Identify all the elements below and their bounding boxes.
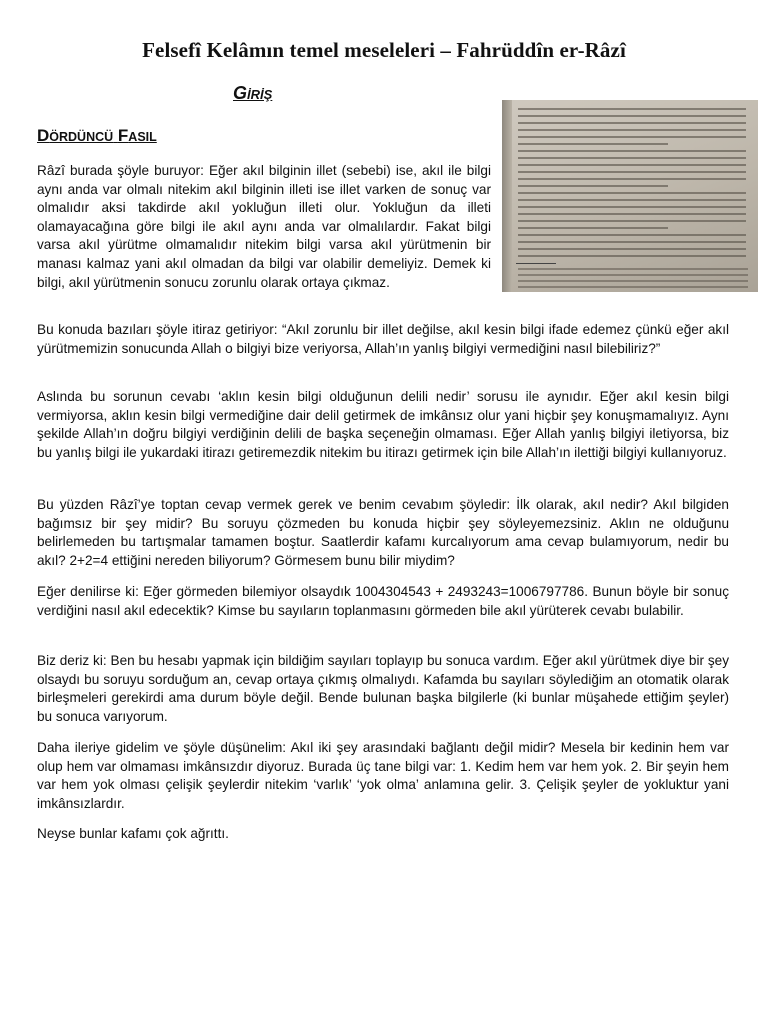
photo-text-line — [518, 178, 746, 180]
paragraph-3: Aslında bu sorunun cevabı ‘aklın kesin bilgi olduğunun delili nedir’ sorusu ile aynıdır. Eğer akıl kesin bilgi vermiyorsa, aklın kesin bilgi vermediğine dair delil getirmek de imkânsız olur yani hiçbir şey konuşmamalıyız. Aynı şekilde Allah’ın doğru bilgiyi verdiğinin delili de başka seçeneğin olmaması. Eğer Allah yanlış bilgiyi iletiyorsa, biz bu yanlış bilgi ile yukardaki itirazı getiremezdik nitekim bu itirazı getirmek için bile Allah’ın ilettiği bilgiyi kullanıyoruz. — [37, 389, 729, 460]
paragraph-8: Neyse bunlar kafamı çok ağrıttı. — [37, 826, 229, 841]
photo-text-line — [518, 234, 746, 236]
paragraph-7: Daha ileriye gidelim ve şöyle düşünelim: Akıl iki şey arasındaki bağlantı değil midir? Mesela bir kedinin hem var olup hem var olmaması imkânsızdır diyoruz. Burada üç tane bilgi var: 1. Kedim hem var hem yok. 2. Bir şeyin hem var hem yok olması çelişik şeylerdir nitekim ‘varlık’ ‘yok olma’ anlamına gelir. 3. Çelişik şeyler de yokluktur yani imkânsızlardır. — [37, 740, 729, 811]
photo-footnote-line — [518, 280, 748, 282]
photo-text-line — [518, 227, 668, 229]
photo-text-line — [518, 199, 746, 201]
photo-text-line — [518, 150, 746, 152]
paragraph-5: Eğer denilirse ki: Eğer görmeden bilemiyor olsaydık 1004304543 + 2493243=1006797786. Bunun böyle bir sonuç verdiğini nasıl akıl edecektik? Kimse bu sayıların toplanmasını görmeden bile akıl yürüterek cevabı bulabilir. — [37, 584, 729, 618]
photo-text-line — [518, 115, 746, 117]
paragraph-4: Bu yüzden Râzî’ye toptan cevap vermek gerek ve benim cevabım şöyledir: İlk olarak, akıl nedir? Akıl bilgiden bağımsız bir şey midir? Bu soruyu çözmeden bu konuda hiçbir şey söyleyemezsiniz. Aklın ne olduğunu belirlemeden bu tartışmalar tamamen boştur. Saatlerdir kafamı kurcalıyorum ama cevap bulamıyorum, nedir bu akıl? 2+2=4 ettiğini nereden biliyorum? Görmesem bunu bilir miydim? — [37, 497, 729, 568]
chapter-heading — [37, 126, 157, 146]
paragraph-6: Biz deriz ki: Ben bu hesabı yapmak için bildiğim sayıları toplayıp bu sonuca vardım. Eğer akıl yürütmek diye bir şey olsaydı bu soruyu sorduğum an, cevap ortaya çıkmış olmalıydı. Kafamda bu sayıları söylediğim an otomatik olarak birleşmeleri gerekirdi ama durum böyle değil. Bende bulunan başka bilgilerle (ki bunlar müşahede ettiğim şeyler) bu sonuca varıyorum. — [37, 653, 729, 724]
photo-text-line — [518, 143, 668, 145]
photo-text-line — [518, 213, 746, 215]
photo-text-line — [518, 164, 746, 166]
document-title: Felsefî Kelâmın temel meseleleri – Fahrüddîn er-Râzî — [142, 38, 626, 62]
footnote-rule — [516, 263, 556, 264]
chapter-heading-w1-rest: ÖRDÜNCÜ — [49, 130, 114, 144]
paragraph-1: Râzî burada şöyle buruyor: Eğer akıl bilginin illet (sebebi) ise, akıl ile bilgi aynı anda var olmalı nitekim akıl bilginin illeti ise illet varken de sonuç var olmalıdır aksi takdirde akıl yokluğun illeti olur. Yokluğun da illeti olamayacağına göre bilgi ile akıl aynı anda var olmalılardır. Fakat bilgi varsa akıl yürütme olmamalıdır nitekim bilgi varsa akıl yürütmenin bir manası kalmaz yani akıl olmadan da bilgi var olabilir demeliyiz. Demek ki bilgi, akıl yürütmenin sonucu zorunlu olarak ortaya çıkmaz. — [37, 163, 491, 290]
photo-text-line — [518, 157, 746, 159]
book-spine-shadow — [502, 100, 512, 292]
photo-text-line — [518, 220, 746, 222]
photo-text-line — [518, 248, 746, 250]
photo-footnote-line — [518, 286, 748, 288]
book-page-photo — [502, 100, 758, 292]
photo-text-line — [518, 122, 746, 124]
photo-text-line — [518, 108, 746, 110]
photo-text-line — [518, 192, 746, 194]
section-heading-initial: G — [233, 83, 248, 103]
chapter-heading-w2-rest: ASIL — [128, 130, 157, 144]
photo-text-line — [518, 136, 746, 138]
photo-footnote-line — [518, 274, 748, 276]
photo-text-line — [518, 129, 746, 131]
photo-text-line — [518, 241, 746, 243]
section-heading — [233, 83, 272, 104]
photo-text-line — [518, 185, 668, 187]
photo-text-line — [518, 171, 746, 173]
photo-footnote-line — [518, 268, 748, 270]
photo-text-line — [518, 206, 746, 208]
chapter-heading-w2-initial: F — [117, 126, 129, 145]
photo-text-line — [518, 255, 746, 257]
chapter-heading-w1-initial: D — [37, 126, 50, 145]
paragraph-2: Bu konuda bazıları şöyle itiraz getiriyor: “Akıl zorunlu bir illet değilse, akıl kesin bilgi ifade edemez çünkü eğer akıl yürütmemizin sonucunda Allah o bilgiyi bize veriyorsa, Allah’ın yanlış bilgiyi vermediğini nasıl bilebiliriz?” — [37, 322, 729, 356]
section-heading-rest: İRİŞ — [247, 87, 273, 102]
